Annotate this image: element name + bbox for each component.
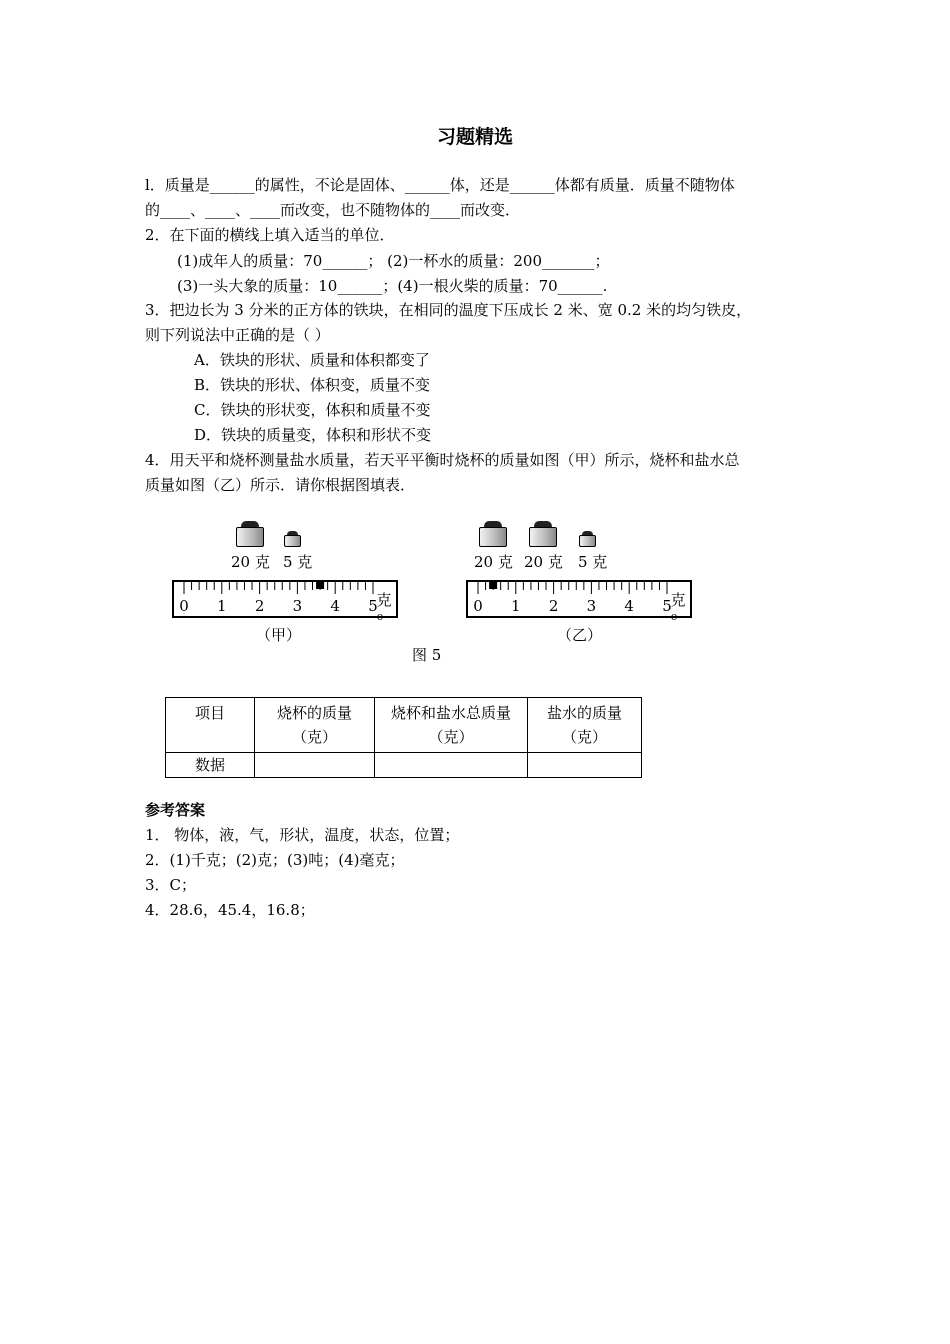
ruler-unit-sub: e — [376, 610, 384, 620]
question-3-option-d: D．铁块的质量变，体积和形状不变 — [194, 426, 432, 444]
ruler-unit-label: 克 — [670, 591, 686, 609]
table-header-cell: 烧杯的质量 （克） — [255, 698, 375, 753]
figure-right-label: （乙） — [557, 626, 603, 644]
ruler-unit-label: 克 — [376, 591, 392, 609]
weight-label: 20 克 — [231, 553, 270, 571]
table-header-cell: 项目 — [166, 698, 255, 753]
weight-20g-icon — [529, 521, 557, 547]
question-3-line-2: 则下列说法中正确的是（ ） — [145, 326, 330, 344]
weight-label: 5 克 — [578, 553, 608, 571]
question-2-line-1: (1)成年人的质量：70______； (2)一杯水的质量：200_______； — [177, 252, 610, 270]
question-4-line-1: 4．用天平和烧杯测量盐水质量，若天平平衡时烧杯的质量如图（甲）所示，烧杯和盐水总 — [145, 451, 740, 469]
question-2-stem: 2．在下面的横线上填入适当的单位． — [145, 226, 395, 244]
question-3-option-c: C．铁块的形状变，体积和质量不变 — [194, 401, 431, 419]
answer-item: 4．28.6，45.4，16.8； — [145, 901, 315, 919]
table-cell[interactable] — [255, 753, 375, 778]
ruler-tick-label: 3 — [586, 597, 597, 615]
data-table — [165, 697, 642, 778]
question-3-option-b: B．铁块的形状、体积变，质量不变 — [194, 376, 431, 394]
balance-scale-ruler-left — [172, 580, 398, 620]
ruler-tick-label: 2 — [548, 597, 559, 615]
answer-item: 3．C； — [145, 876, 197, 894]
question-1-line-1: l．质量是______的属性，不论是固体、______体，还是______体都有质量．质量不随物体 — [145, 176, 735, 194]
ruler-tick-label: 4 — [624, 597, 634, 615]
weight-label: 5 克 — [283, 553, 313, 571]
table-header-row — [166, 698, 642, 753]
weight-label: 20 克 — [524, 553, 563, 571]
question-4-line-2: 质量如图（乙）所示．请你根据图填表． — [145, 476, 416, 494]
ruler-unit-sub: e — [670, 610, 678, 620]
table-header-cell: 盐水的质量 （克） — [528, 698, 642, 753]
table-row — [166, 753, 642, 778]
answer-item: 2．(1)千克；(2)克；(3)吨；(4)毫克； — [145, 851, 405, 869]
answer-item: 1． 物体，液，气，形状，温度，状态，位置； — [145, 826, 460, 844]
rider-marker[interactable] — [316, 581, 324, 589]
figure-left-label: （甲） — [256, 626, 302, 644]
question-2-line-2: (3)一头大象的质量：10______；(4)一根火柴的质量：70______. — [177, 277, 608, 295]
weight-5g-icon — [284, 531, 301, 547]
ruler-tick-label: 0 — [179, 597, 189, 615]
weight-20g-icon — [479, 521, 507, 547]
ruler-tick-label: 4 — [330, 597, 340, 615]
ruler-tick-label: 1 — [511, 597, 521, 615]
weight-20g-icon — [236, 521, 264, 547]
ruler-tick-label: 0 — [473, 597, 483, 615]
balance-scale-ruler-right — [466, 580, 692, 620]
ruler-tick-label: 5 — [662, 597, 672, 615]
weight-label: 20 克 — [474, 553, 513, 571]
page-title: 习题精选 — [436, 126, 513, 148]
table-cell[interactable] — [528, 753, 642, 778]
question-3-option-a: A．铁块的形状、质量和体积都变了 — [194, 351, 430, 369]
weight-5g-icon — [579, 531, 596, 547]
table-cell[interactable] — [375, 753, 528, 778]
ruler-tick-label: 5 — [368, 597, 378, 615]
rider-marker[interactable] — [489, 581, 497, 589]
question-1-line-2: 的____、____、____而改变，也不随物体的____而改变． — [145, 201, 521, 219]
answers-heading: 参考答案 — [145, 801, 206, 819]
ruler-tick-label: 3 — [292, 597, 303, 615]
table-header-cell: 烧杯和盐水总质量 （克） — [375, 698, 528, 753]
figure-caption: 图 5 — [412, 646, 442, 664]
question-3-line-1: 3．把边长为 3 分米的正方体的铁块，在相同的温度下压成长 2 米、宽 0.2 米的均匀铁皮， — [145, 301, 752, 319]
ruler-tick-label: 2 — [254, 597, 265, 615]
table-row-label: 数据 — [166, 753, 255, 778]
ruler-tick-label: 1 — [217, 597, 227, 615]
